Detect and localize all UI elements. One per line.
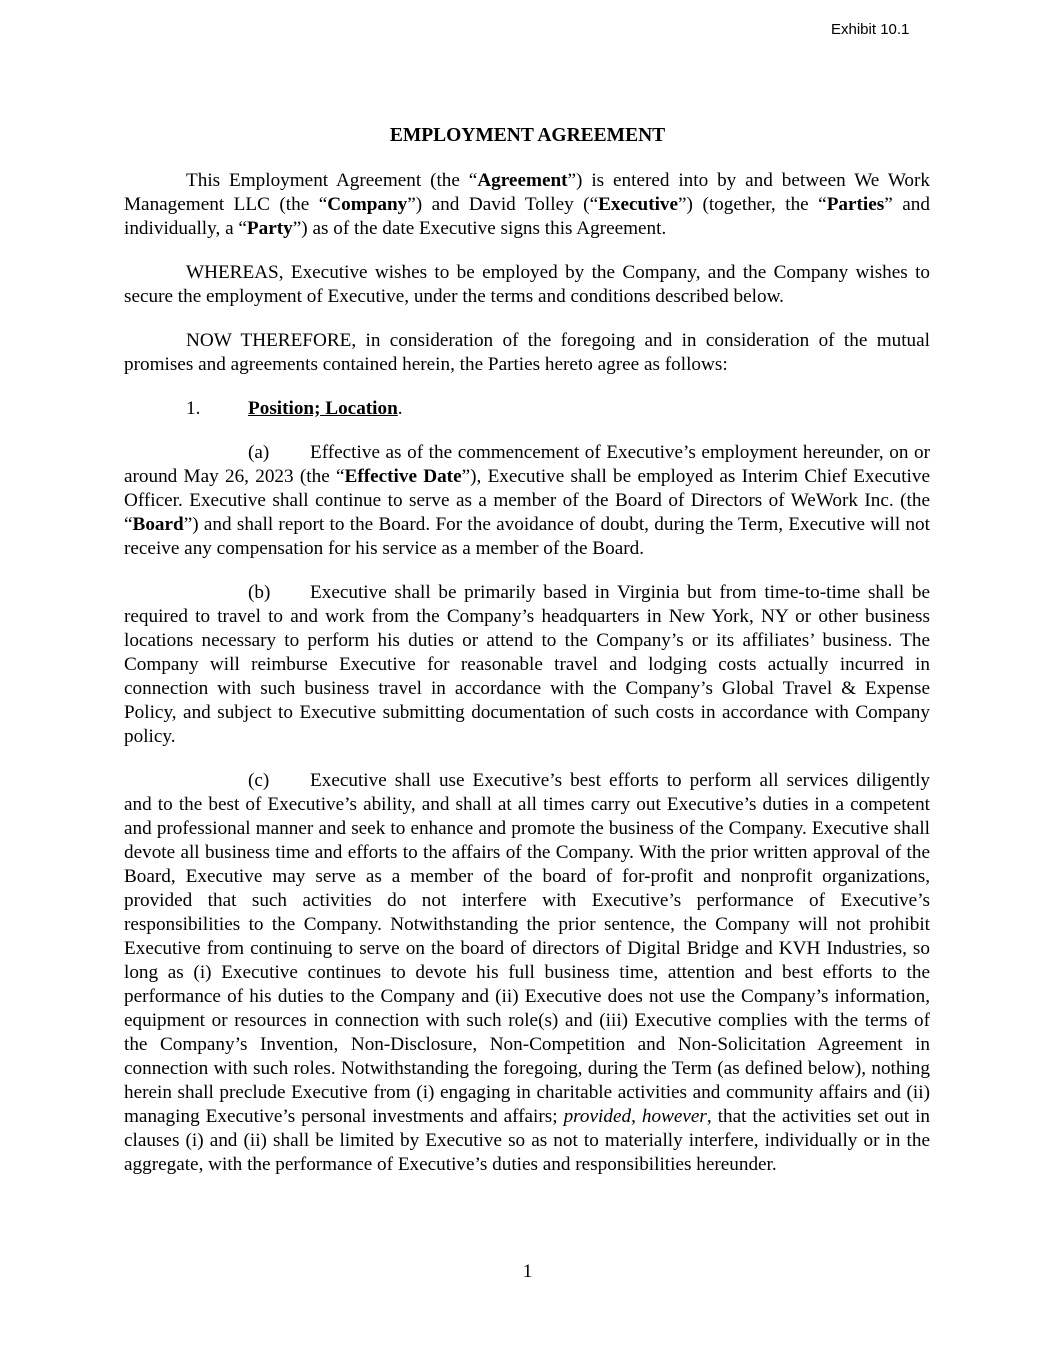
- section-title: Position; Location: [248, 398, 398, 419]
- intro-text: This Employment Agreement (the “: [186, 170, 478, 191]
- intro-paragraph: [124, 169, 930, 241]
- defined-term: Company: [327, 194, 408, 215]
- intro-text: ”) (together, the “: [678, 194, 827, 215]
- defined-term: Executive: [598, 194, 679, 215]
- clause-label: (c): [248, 770, 270, 791]
- document-body: [124, 169, 930, 1197]
- clause-label: (a): [248, 442, 270, 463]
- section-heading: [186, 397, 930, 421]
- intro-text: ”) as of the date Executive signs this Agreement.: [292, 218, 667, 239]
- clause-text: ”) and shall report to the Board. For the avoidance of doubt, during the Term, Executive will not receive any compensation for his service as a member of the Board.: [124, 514, 930, 559]
- defined-term: Party: [246, 218, 293, 239]
- section-title-period: .: [397, 398, 403, 419]
- page-number: 1: [522, 1261, 533, 1282]
- intro-text: ”) and David Tolley (“: [407, 194, 599, 215]
- defined-term: Parties: [826, 194, 885, 215]
- clause-text: Executive shall be primarily based in Virginia but from time-to-time shall be required to travel to and work from the Company’s headquarters in New York, NY or other business locations necessary to perform his duties or attend to the Company’s or its affiliates’ business. The Company will reimburse Executive for reasonable travel and lodging costs actually incurred in connection with such business travel in accordance with the Company’s Global Travel & Expense Policy, and subject to Executive submitting documentation of such costs in accordance with Company policy.: [124, 582, 930, 747]
- section-number: 1.: [186, 398, 201, 419]
- clause-text: Effective as of the commencement of Executive’s employment hereunder, on or around May 26, 2023 (the “: [124, 442, 930, 487]
- exhibit-label: Exhibit 10.1: [831, 21, 910, 38]
- whereas-paragraph: WHEREAS, Executive wishes to be employed by the Company, and the Company wishes to secure the employment of Executive, under the terms and conditions described below.: [124, 262, 930, 307]
- defined-term: Agreement: [477, 170, 568, 191]
- intro-text: ” and individually, a “: [124, 194, 930, 239]
- intro-text: ”) is entered into by and between We Work Management LLC (the “: [124, 170, 930, 215]
- clause-text: , that the activities set out in clauses (i) and (ii) shall be limited by Executive so as not to materially interfere, individually or in the aggregate, with the performance of Executive’s duties and responsibilities hereunder.: [124, 1106, 930, 1175]
- clause-a: [124, 441, 930, 561]
- italic-term: provided: [563, 1106, 632, 1127]
- clause-text: Executive shall use Executive’s best efforts to perform all services diligently and to the best of Executive’s ability, and shall at all times carry out Executive’s duties in a competent and professional manner and seek to enhance and promote the business of the Company. Executive shall devote all business time and efforts to the affairs of the Company. With the prior written approval of the Board, Executive may serve as a member of the board of for-profit and nonprofit organizations, provided that such activities do not interfere with Executive’s performance of Executive’s responsibilities to the Company. Notwithstanding the prior sentence, the Company will not prohibit Executive from continuing to serve on the board of directors of Digital Bridge and KVH Industries, so long as (i) Executive continues to devote his full business time, attention and best efforts to the performance of his duties to the Company and (ii) Executive does not use the Company’s information, equipment or resources in connection with such role(s) and (iii) Executive complies with the terms of the Company’s Invention, Non-Disclosure, Non-Competition and Non-Solicitation Agreement in connection with such roles. Notwithstanding the foregoing, during the Term (as defined below), nothing herein shall preclude Executive from (i) engaging in charitable activities and community affairs and (ii) managing Executive’s personal investments and affairs;: [124, 770, 930, 1127]
- clause-c: [124, 769, 930, 1177]
- italic-term: however: [641, 1106, 707, 1127]
- now-therefore-paragraph: NOW THEREFORE, in consideration of the foregoing and in consideration of the mutual promises and agreements contained herein, the Parties hereto agree as follows:: [124, 330, 930, 375]
- defined-term: Board: [132, 514, 184, 535]
- clause-label: (b): [248, 582, 271, 603]
- clause-text: ,: [631, 1106, 642, 1127]
- document-title: EMPLOYMENT AGREEMENT: [389, 125, 666, 146]
- clause-text: ”), Executive shall be employed as Interim Chief Executive Officer. Executive shall continue to serve as a member of the Board of Directors of WeWork Inc. (the “: [124, 466, 930, 535]
- clause-b: [124, 581, 930, 749]
- defined-term: Effective Date: [344, 466, 462, 487]
